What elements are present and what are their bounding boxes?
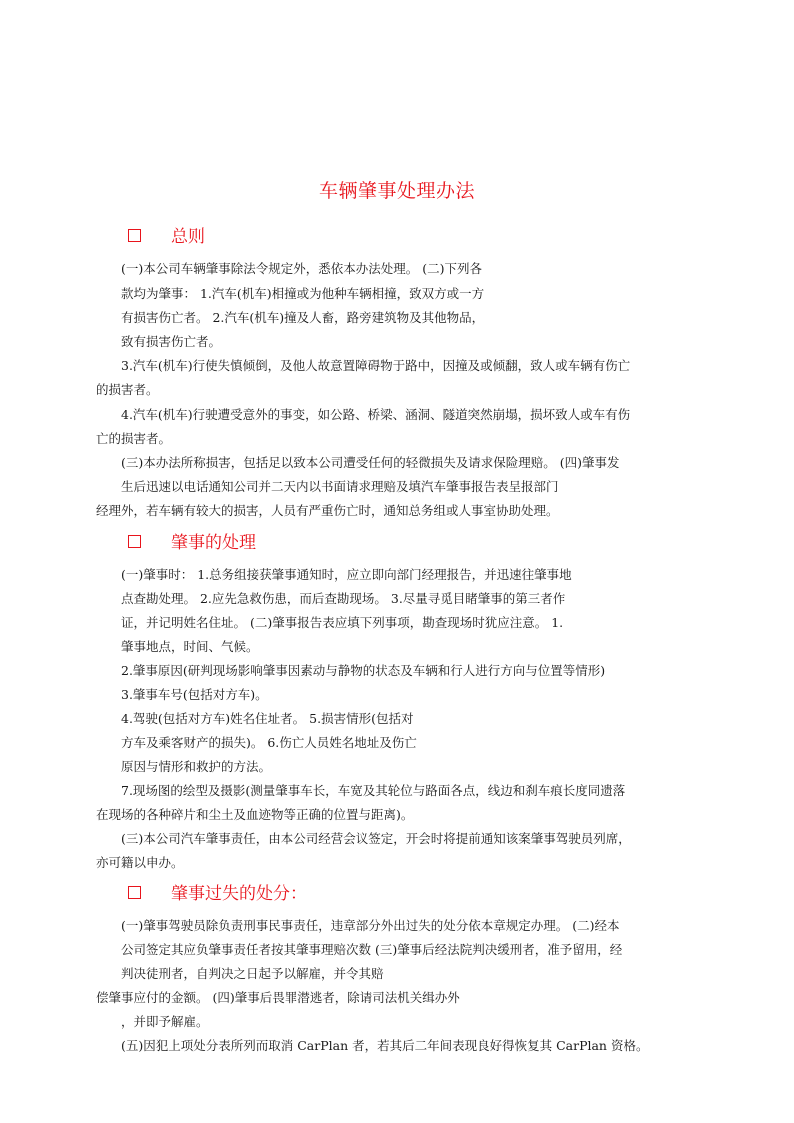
body-line: 亦可籍以申办。 [96, 855, 184, 870]
body-line: 的损害者。 [96, 382, 159, 397]
body-line: 4.汽车(机车)行驶遭受意外的事变，如公路、桥梁、涵洞、隧道突然崩塌，损坏致人或车有伤 [121, 407, 631, 422]
body-line: 7.现场图的绘型及摄影(测量肇事车长，车宽及其轮位与路面各点，线边和刹车痕长度同遗落 [121, 783, 626, 798]
section-heading-penalties [128, 879, 307, 904]
section-heading-label: 肇事的处理 [171, 533, 256, 553]
body-line: (一)肇事驾驶员除负责刑事民事责任，违章部分外出过失的处分依本章规定办理。 (二)经本 [121, 918, 620, 933]
body-line: 在现场的各种碎片和尘土及血迹物等正确的位置与距离)。 [96, 807, 414, 822]
body-line: 证，并记明姓名住址。 (二)肇事报告表应填下列事项，勘查现场时犹应注意。 1. [121, 615, 564, 630]
checkbox-square-icon [128, 886, 141, 899]
checkbox-square-icon [128, 229, 141, 242]
body-line: 4.驾驶(包括对方车)姓名住址者。 5.损害情形(包括对 [121, 711, 414, 726]
body-line: 致有损害伤亡者。 [121, 334, 222, 349]
body-line: 亡的损害者。 [96, 431, 172, 446]
section-heading-label: 肇事过失的处分： [171, 884, 307, 904]
body-line: 肇事地点，时间、气候。 [121, 639, 259, 654]
checkbox-square-icon [128, 535, 141, 548]
section-heading-general [128, 222, 205, 247]
body-line: (五)因犯上项处分表所列而取消 CarPlan 者，若其后二年间表现良好得恢复其 CarPlan 资格。 [121, 1038, 649, 1053]
body-line: (一)肇事时： 1.总务组接获肇事通知时，应立即向部门经理报告，并迅速往肇事地 [121, 567, 572, 582]
body-line: (三)本办法所称损害，包括足以致本公司遭受任何的轻微损失及请求保险理赔。 (四)肇事发 [121, 455, 620, 470]
body-line: 判决徒刑者，自判决之日起予以解雇，并令其赔 [121, 966, 384, 981]
section-heading-handling [128, 528, 256, 553]
body-line: 3.肇事车号(包括对方车)。 [121, 687, 268, 702]
body-line: 2.肇事原因(研判现场影响肇事因素动与静物的状态及车辆和行人进行方向与位置等情形) [121, 663, 606, 678]
body-line: 经理外，若车辆有较大的损害，人员有严重伤亡时，通知总务组或人事室协助处理。 [96, 503, 559, 518]
body-line: (一)本公司车辆肇事除法令规定外，悉依本办法处理。 (二)下列各 [121, 261, 482, 276]
body-line: 有损害伤亡者。 2.汽车(机车)撞及人畜，路旁建筑物及其他物品， [121, 310, 485, 325]
body-line: 点查勘处理。 2.应先急救伤患，而后查勘现场。 3.尽量寻觅目睹肇事的第三者作 [121, 591, 566, 606]
body-line: (三)本公司汽车肇事责任，由本公司经营会议签定，开会时将提前通知该案肇事驾驶员列席， [121, 831, 631, 846]
body-line: 方车及乘客财产的损失)。 6.伤亡人员姓名地址及伤亡 [121, 735, 417, 750]
document-title: 车辆肇事处理办法 [318, 180, 475, 202]
body-line: 偿肇事应付的金额。 (四)肇事后畏罪潜逃者，除请司法机关缉办外 [96, 990, 460, 1005]
body-line: 款均为肇事： 1.汽车(机车)相撞或为他种车辆相撞，致双方或一方 [121, 286, 485, 301]
body-line: 原因与情形和救护的方法。 [121, 759, 272, 774]
section-heading-label: 总则 [171, 227, 205, 247]
body-line: 生后迅速以电话通知公司并二天内以书面请求理赔及填汽车肇事报告表呈报部门 [121, 479, 559, 494]
body-line: ，并即予解雇。 [121, 1014, 209, 1029]
body-line: 3.汽车(机车)行使失慎倾倒，及他人故意置障碍物于路中，因撞及或倾翻，致人或车辆有伤亡 [121, 358, 631, 373]
body-line: 公司签定其应负肇事责任者按其肇事理赔次数 (三)肇事后经法院判决缓刑者，准予留用，经 [121, 942, 623, 957]
